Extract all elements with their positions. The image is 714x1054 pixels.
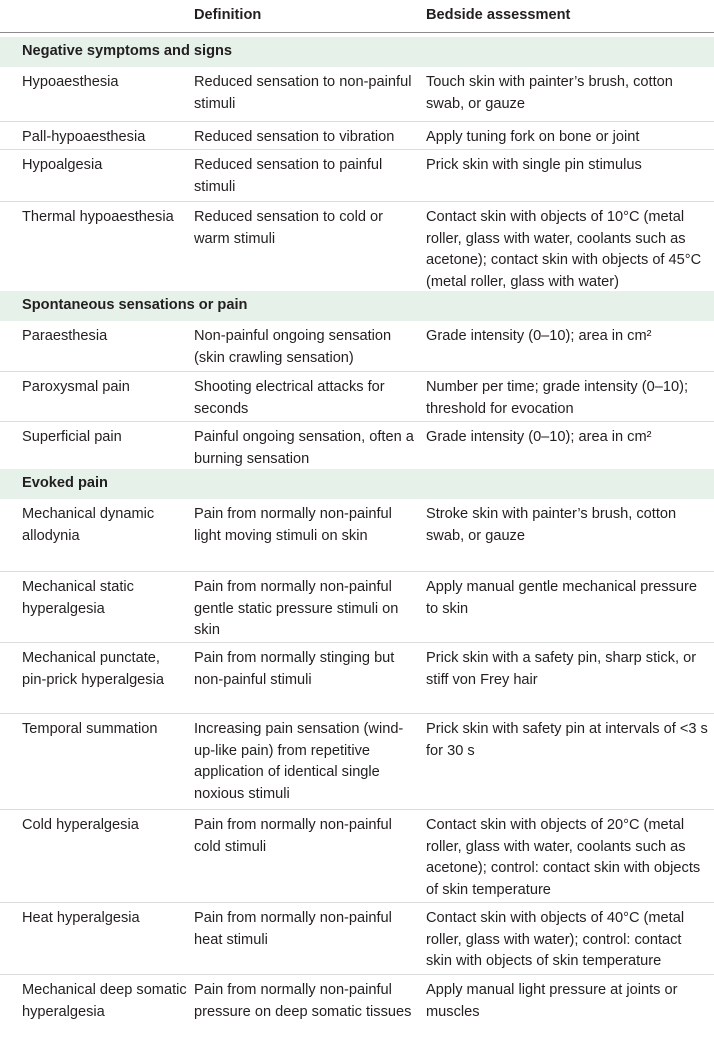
assessment-cell: Apply manual gentle mechanical pressure to skin <box>426 579 697 617</box>
assessment-cell: Apply tuning fork on bone or joint <box>426 129 640 145</box>
assessment-cell: Prick skin with a safety pin, sharp stick, or stiff von Frey hair <box>426 650 697 688</box>
assessment-cell: Grade intensity (0–10); area in cm² <box>426 328 652 344</box>
table-row <box>0 121 714 149</box>
assessment-cell: Contact skin with objects of 40°C (metal roller, glass with water); control: contact skin with objects of skin temperature <box>426 910 685 969</box>
term-cell: Cold hyperalgesia <box>22 817 139 833</box>
section-spontaneous-sensations: Spontaneous sensations or pain <box>0 291 714 321</box>
term-cell: Mechanical dynamic allodynia <box>22 506 155 544</box>
definition-cell: Pain from normally non-painful gentle static pressure stimuli on skin <box>194 579 399 638</box>
assessment-cell: Touch skin with painter’s brush, cotton swab, or gauze <box>426 74 673 112</box>
table-row <box>0 571 714 642</box>
definition-cell: Pain from normally non-painful cold stimuli <box>194 817 392 855</box>
term-cell: Mechanical static hyperalgesia <box>22 579 134 617</box>
definition-cell: Pain from normally non-painful light moving stimuli on skin <box>194 506 392 544</box>
definition-cell: Reduced sensation to cold or warm stimuli <box>194 209 384 247</box>
assessment-cell: Apply manual light pressure at joints or muscles <box>426 982 678 1020</box>
table-row <box>0 642 714 713</box>
term-cell: Pall-hypoaesthesia <box>22 129 146 145</box>
definition-cell: Reduced sensation to vibration <box>194 129 395 145</box>
definition-cell: Painful ongoing sensation, often a burning sensation <box>194 429 414 467</box>
term-cell: Heat hyperalgesia <box>22 910 140 926</box>
term-cell: Paraesthesia <box>22 328 108 344</box>
table-row <box>0 902 714 974</box>
table-header <box>0 0 714 33</box>
term-cell: Mechanical deep somatic hyperalgesia <box>22 982 187 1020</box>
definition-cell: Increasing pain sensation (wind-up-like pain) from repetitive application of identical single noxious stimuli <box>194 721 404 802</box>
term-cell: Mechanical punctate, pin-prick hyperalgesia <box>22 650 164 688</box>
assessment-cell: Contact skin with objects of 10°C (metal roller, glass with water, coolants such as acetone); contact skin with objects of 45°C (metal roller, glass with water) <box>426 209 702 290</box>
assessment-cell: Prick skin with single pin stimulus <box>426 157 642 173</box>
table-row <box>0 809 714 902</box>
table-row <box>0 974 714 1054</box>
definition-cell: Pain from normally non-painful heat stimuli <box>194 910 392 948</box>
assessment-cell: Contact skin with objects of 20°C (metal roller, glass with water, coolants such as acetone); control: contact skin with objects of skin temperature <box>426 817 701 898</box>
definition-cell: Reduced sensation to non-painful stimuli <box>194 74 412 112</box>
section-evoked-pain: Evoked pain <box>0 469 714 499</box>
table-row <box>0 371 714 421</box>
assessment-cell: Grade intensity (0–10); area in cm² <box>426 429 652 445</box>
table-row <box>0 421 714 469</box>
definition-cell: Non-painful ongoing sensation (skin crawling sensation) <box>194 328 392 366</box>
definition-cell: Pain from normally non-painful pressure on deep somatic tissues <box>194 982 412 1020</box>
header-definition: Definition <box>194 7 262 24</box>
assessment-cell: Prick skin with safety pin at intervals of <3 s for 30 s <box>426 721 708 759</box>
table-row <box>0 321 714 371</box>
term-cell: Paroxysmal pain <box>22 379 130 395</box>
table-row <box>0 201 714 291</box>
definition-cell: Pain from normally stinging but non-painful stimuli <box>194 650 395 688</box>
term-cell: Hypoaesthesia <box>22 74 119 90</box>
term-cell: Hypoalgesia <box>22 157 103 173</box>
table-row <box>0 67 714 121</box>
assessment-cell: Stroke skin with painter’s brush, cotton swab, or gauze <box>426 506 677 544</box>
term-cell: Temporal summation <box>22 721 158 737</box>
table-row <box>0 499 714 571</box>
assessment-cell: Number per time; grade intensity (0–10); threshold for evocation <box>426 379 688 417</box>
section-negative-symptoms: Negative symptoms and signs <box>0 37 714 67</box>
table-row <box>0 713 714 809</box>
term-cell: Superficial pain <box>22 429 122 445</box>
header-assessment: Bedside assessment <box>426 7 571 24</box>
term-cell: Thermal hypoaesthesia <box>22 209 174 225</box>
table-row <box>0 149 714 201</box>
definition-cell: Shooting electrical attacks for seconds <box>194 379 385 417</box>
definition-cell: Reduced sensation to painful stimuli <box>194 157 383 195</box>
